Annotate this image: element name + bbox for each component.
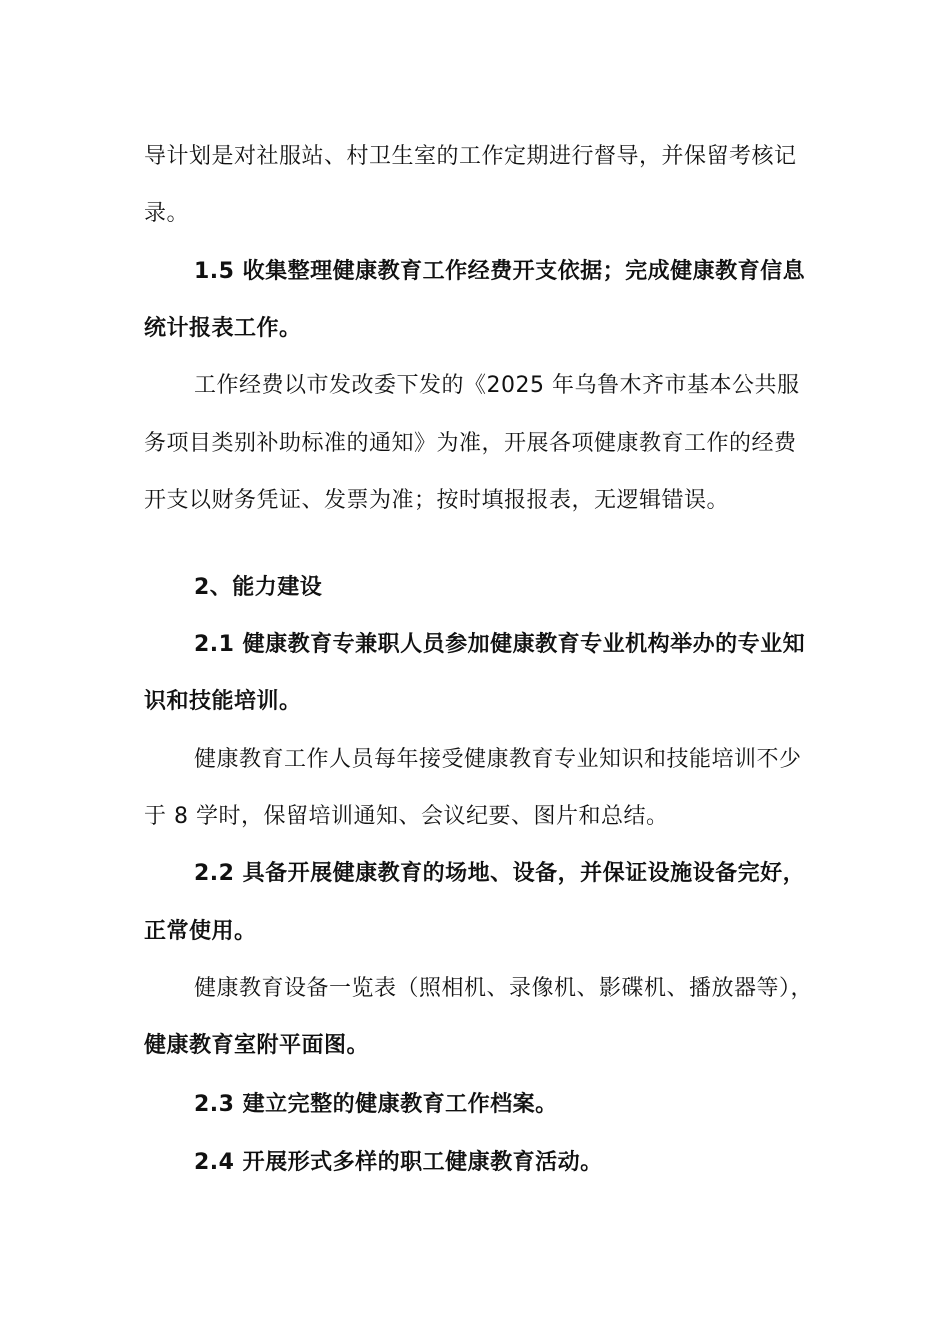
body-text-line: 于 8 学时，保留培训通知、会议纪要、图片和总结。: [144, 804, 669, 829]
section-heading-1-5-cont: 统计报表工作。: [144, 316, 302, 341]
section-heading-2-3: 2.3 建立完整的健康教育工作档案。: [194, 1092, 558, 1117]
section-heading-2-1-cont: 识和技能培训。: [144, 689, 302, 714]
body-text-line: 健康教育工作人员每年接受健康教育专业知识和技能培训不少: [194, 747, 802, 772]
body-text-line: 工作经费以市发改委下发的《2025 年乌鲁木齐市基本公共服: [194, 373, 800, 398]
body-text-line: 健康教育设备一览表（照相机、录像机、影碟机、播放器等），: [194, 976, 814, 1001]
section-heading-2-4: 2.4 开展形式多样的职工健康教育活动。: [194, 1150, 603, 1175]
body-text-line: 导计划是对社服站、村卫生室的工作定期进行督导，并保留考核记: [144, 144, 797, 169]
body-text-line: 开支以财务凭证、发票为准；按时填报报表，无逻辑错误。: [144, 488, 730, 513]
section-heading-2-2-cont: 正常使用。: [144, 919, 257, 944]
section-heading-1-5: 1.5 收集整理健康教育工作经费开支依据；完成健康教育信息: [194, 259, 806, 284]
section-heading-2: 2、能力建设: [194, 575, 323, 600]
section-heading-2-1: 2.1 健康教育专兼职人员参加健康教育专业机构举办的专业知: [194, 632, 806, 657]
body-text-line: 录。: [144, 201, 190, 226]
section-heading-2-2: 2.2 具备开展健康教育的场地、设备，并保证设施设备完好，: [194, 861, 806, 886]
body-text-line-bold: 健康教育室附平面图。: [144, 1033, 370, 1058]
body-text-line: 务项目类别补助标准的通知》为准，开展各项健康教育工作的经费: [144, 431, 797, 456]
